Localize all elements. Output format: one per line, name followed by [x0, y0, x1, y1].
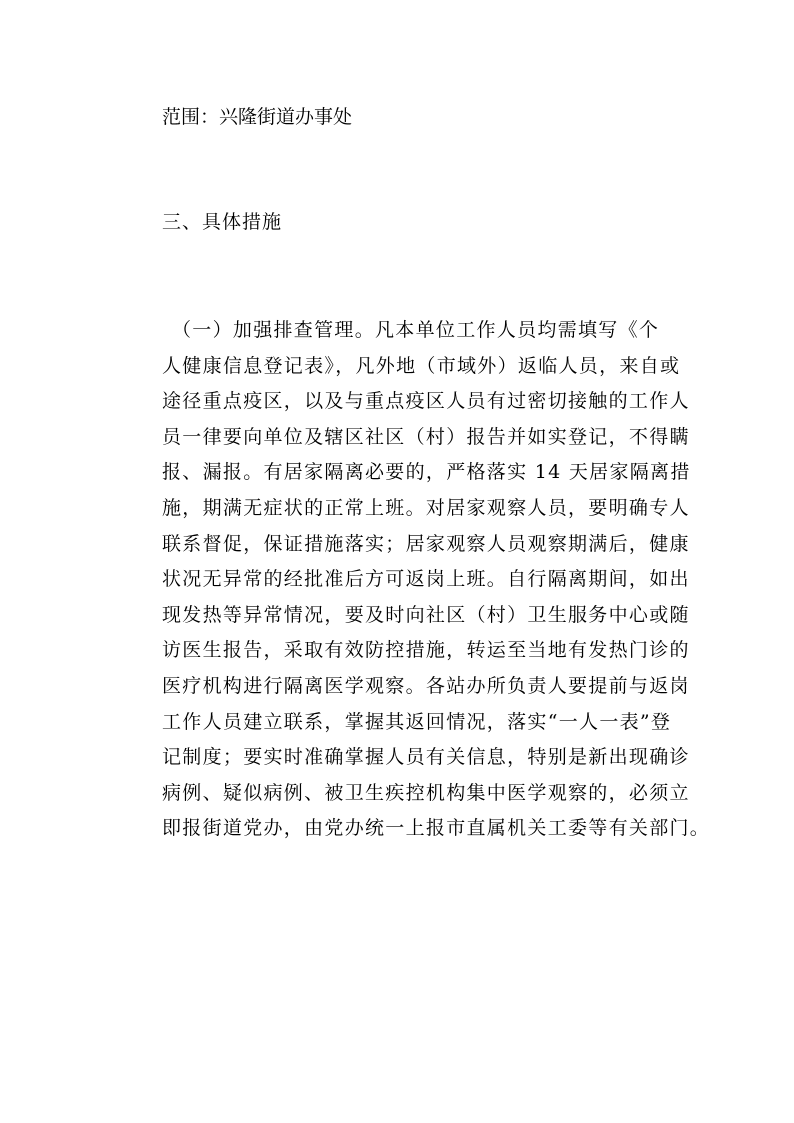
paragraph-line: 报、漏报。有居家隔离必要的，严格落实 14 天居家隔离措: [162, 461, 691, 484]
paragraph-line: 病例、疑似病例、被卫生疾控机构集中医学观察的，必须立: [162, 781, 690, 804]
scope-line: 范围：兴隆街道办事处: [162, 106, 353, 128]
paragraph-line: 状况无异常的经批准后方可返岗上班。自行隔离期间，如出: [162, 568, 690, 591]
paragraph-line: 途径重点疫区，以及与重点疫区人员有过密切接触的工作人: [162, 390, 690, 413]
paragraph-line: 记制度；要实时准确掌握人员有关信息，特别是新出现确诊: [162, 746, 690, 769]
paragraph-line: 联系督促，保证措施落实；居家观察人员观察期满后，健康: [162, 532, 690, 555]
paragraph-line: 即报街道党办，由党办统一上报市直属机关工委等有关部门。: [162, 817, 711, 840]
measures-paragraph: [162, 318, 711, 852]
paragraph-line: 人健康信息登记表》，凡外地（市域外）返临人员，来自或: [162, 354, 681, 377]
paragraph-line: 员一律要向单位及辖区社区（村）报告并如实登记，不得瞒: [162, 425, 690, 448]
paragraph-line: 现发热等异常情况，要及时向社区（村）卫生服务中心或随: [162, 603, 690, 626]
paragraph-line: 访医生报告，采取有效防控措施，转运至当地有发热门诊的: [162, 639, 690, 662]
paragraph-line: （一）加强排查管理。凡本单位工作人员均需填写《个: [172, 319, 660, 341]
section-heading: 三、具体措施: [162, 211, 283, 233]
paragraph-line: 医疗机构进行隔离医学观察。各站办所负责人要提前与返岗: [162, 674, 690, 697]
paragraph-line: 工作人员建立联系，掌握其返回情况，落实“一人一表”登: [162, 710, 672, 733]
paragraph-line: 施，期满无症状的正常上班。对居家观察人员，要明确专人: [162, 496, 690, 519]
